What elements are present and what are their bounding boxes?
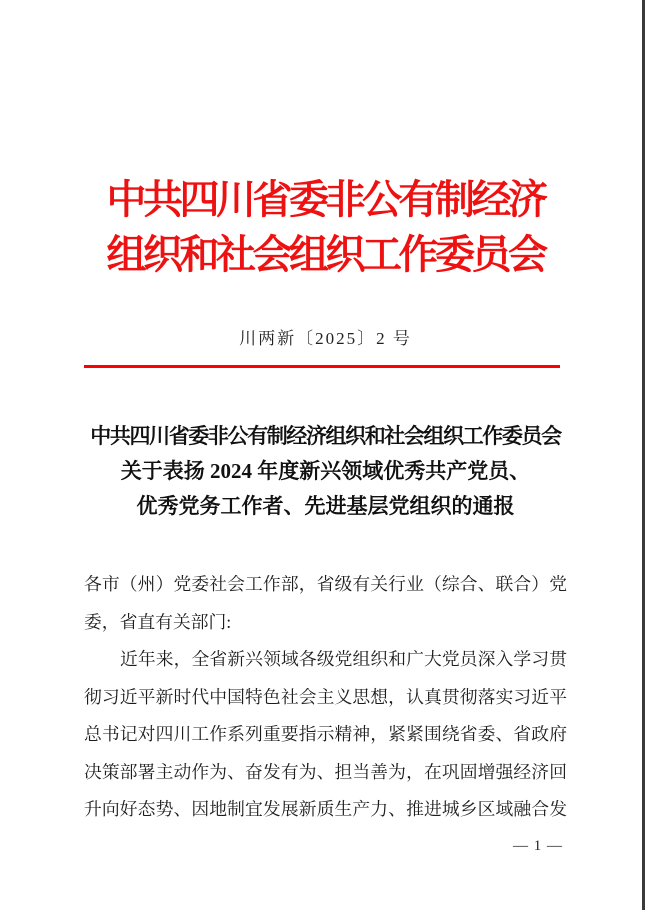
paragraph-line: 决策部署主动作为、奋发有为、担当善为，在巩固增强经济回 bbox=[84, 761, 567, 782]
paragraph-line: 彻习近平新时代中国特色社会主义思想，认真贯彻落实习近平 bbox=[84, 686, 567, 707]
org-name-line-1: 中共四川省委非公有制经济 bbox=[106, 177, 545, 222]
page-content bbox=[84, 0, 567, 910]
notice-title-line-1: 中共四川省委非公有制经济组织和社会组织工作委员会 bbox=[90, 424, 561, 448]
org-name-line-2: 组织和社会组织工作委员会 bbox=[106, 232, 545, 277]
salutation-line: 各市（州）党委社会工作部，省级有关行业（综合、联合）党 bbox=[84, 574, 567, 594]
notice-title-line-3: 优秀党务工作者、先进基层党组织的通报 bbox=[136, 494, 515, 518]
paragraph-line: 总书记对四川工作系列重要指示精神，紧紧围绕省委、省政府 bbox=[84, 724, 567, 744]
document-number: 川两新〔2025〕2 号 bbox=[239, 329, 412, 348]
notice-title bbox=[84, 419, 567, 524]
red-divider-line bbox=[84, 365, 560, 368]
paragraph-line: 升向好态势、因地制宜发展新质生产力、推进城乡区域融合发 bbox=[84, 799, 567, 819]
notice-body bbox=[84, 566, 567, 829]
page-number: — 1 — bbox=[513, 837, 563, 854]
notice-title-line-2: 关于表扬 2024 年度新兴领域优秀共产党员、 bbox=[120, 459, 531, 483]
salutation-line: 委，省直有关部门: bbox=[84, 611, 232, 632]
issuing-org-name bbox=[84, 172, 567, 282]
paragraph-line: 近年来，全省新兴领域各级党组织和广大党员深入学习贯 bbox=[120, 649, 567, 669]
